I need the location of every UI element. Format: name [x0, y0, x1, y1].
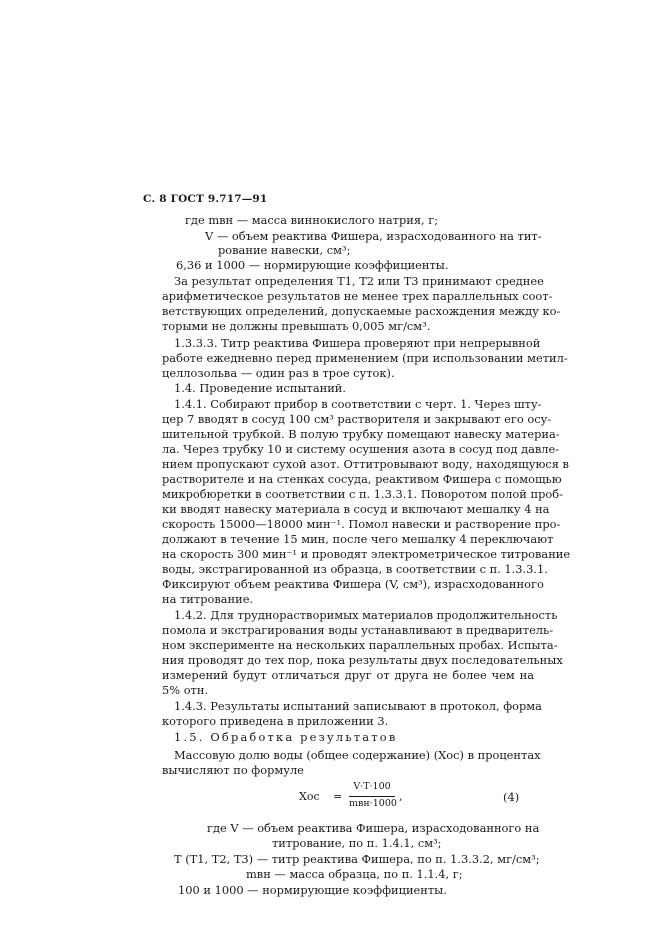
text-line: 1.4.1. Собирают прибор в соответствии с черт. 1. Через шту-: [174, 397, 542, 411]
formula: [299, 781, 499, 815]
legend-line: 100 и 1000 — нормирующие коэффициенты.: [178, 883, 447, 897]
text-line: 1.4.3. Результаты испытаний записывают в протокол, форма: [174, 699, 542, 713]
text-line: 5% отн.: [162, 683, 209, 697]
text-line: шительной трубкой. В полую трубку помещают навеску материа-: [162, 427, 560, 441]
legend-line: mвн — масса образца, по п. 1.1.4, г;: [246, 867, 463, 881]
page-header: С. 8 ГОСТ 9.717—91: [143, 193, 268, 205]
text-line: измерений будут отличаться друг от друга не более чем на: [162, 668, 534, 682]
legend-line: T (T1, T2, T3) — титр реактива Фишера, по п. 1.3.3.2, мг/см³;: [174, 852, 540, 866]
text-line: на скорость 300 мин⁻¹ и проводят электрометрическое титрование: [162, 547, 571, 561]
fraction-bar: [349, 796, 395, 797]
text-line: которого приведена в приложении 3.: [162, 714, 389, 728]
text-line: 1.4.2. Для труднорастворимых материалов продолжительность: [174, 608, 558, 622]
text-line: торыми не должны превышать 0,005 мг/см³.: [162, 319, 431, 333]
text-line: целлозольва — один раз в трое суток).: [162, 366, 395, 380]
text-line: ла. Через трубку 10 и систему осушения азота в сосуд под давле-: [162, 442, 560, 456]
text-line: 1.3.3.3. Титр реактива Фишера проверяют при непрерывной: [174, 336, 541, 350]
text-line: должают в течение 15 мин, после чего мешалку 4 переключают: [162, 532, 554, 546]
text-line: растворителе и на стенках сосуда, реактивом Фишера с помощью: [162, 472, 562, 486]
text-line: помола и экстрагирования воды устанавливают в предваритель-: [162, 623, 554, 637]
formula-denominator: mвн·1000: [349, 798, 397, 809]
text-line: ветствующих определений, допускаемые расхождения между ко-: [162, 304, 561, 318]
text-line: рование навески, см³;: [218, 243, 351, 257]
text-line: где mвн — масса виннокислого натрия, г;: [185, 213, 439, 227]
text-line: работе ежедневно перед применением (при использовании метил-: [162, 351, 568, 365]
text-line: арифметическое результатов не менее трех параллельных соот-: [162, 289, 553, 303]
text-line: V — объем реактива Фишера, израсходованного на тит-: [205, 229, 542, 243]
text-line: скорость 15000—18000 мин⁻¹. Помол навески и растворение про-: [162, 517, 561, 531]
text-line: цер 7 вводят в сосуд 100 см³ растворителя и закрывают его осу-: [162, 412, 552, 426]
text-line: Массовую долю воды (общее содержание) (Xос) в процентах: [174, 748, 541, 762]
text-line: воды, экстрагированной из образца, в соответствии с п. 1.3.3.1.: [162, 562, 548, 576]
equation-number: (4): [503, 790, 520, 804]
formula-equals: =: [333, 790, 343, 803]
text-line: на титрование.: [162, 592, 254, 606]
text-line: За результат определения T1, T2 или T3 принимают среднее: [174, 274, 544, 288]
text-line: ном эксперименте на нескольких параллельных пробах. Испыта-: [162, 638, 558, 652]
formula-numerator: V·T·100: [353, 781, 391, 792]
text-line: вычисляют по формуле: [162, 763, 304, 777]
section-heading: 1.5. Обработка результатов: [174, 730, 398, 744]
text-line: ки вводят навеску материала в сосуд и включают мешалку 4 на: [162, 502, 550, 516]
text-line: Фиксируют объем реактива Фишера (V, см³), израсходованного: [162, 577, 544, 591]
section-heading: 1.4. Проведение испытаний.: [174, 381, 347, 395]
text-line: 6,36 и 1000 — нормирующие коэффициенты.: [176, 258, 449, 272]
legend-line: где V — объем реактива Фишера, израсходованного на: [207, 821, 540, 835]
formula-comma: ,: [399, 790, 403, 803]
text-line: ния проводят до тех пор, пока результаты двух последовательных: [162, 653, 563, 667]
text-line: микробюретки в соответствии с п. 1.3.3.1. Поворотом полой проб-: [162, 487, 563, 501]
text-line: нием пропускают сухой азот. Оттитровывают воду, находящуюся в: [162, 457, 569, 471]
legend-line: титрование, по п. 1.4.1, см³;: [272, 836, 442, 850]
formula-lhs: Xос: [299, 790, 320, 803]
